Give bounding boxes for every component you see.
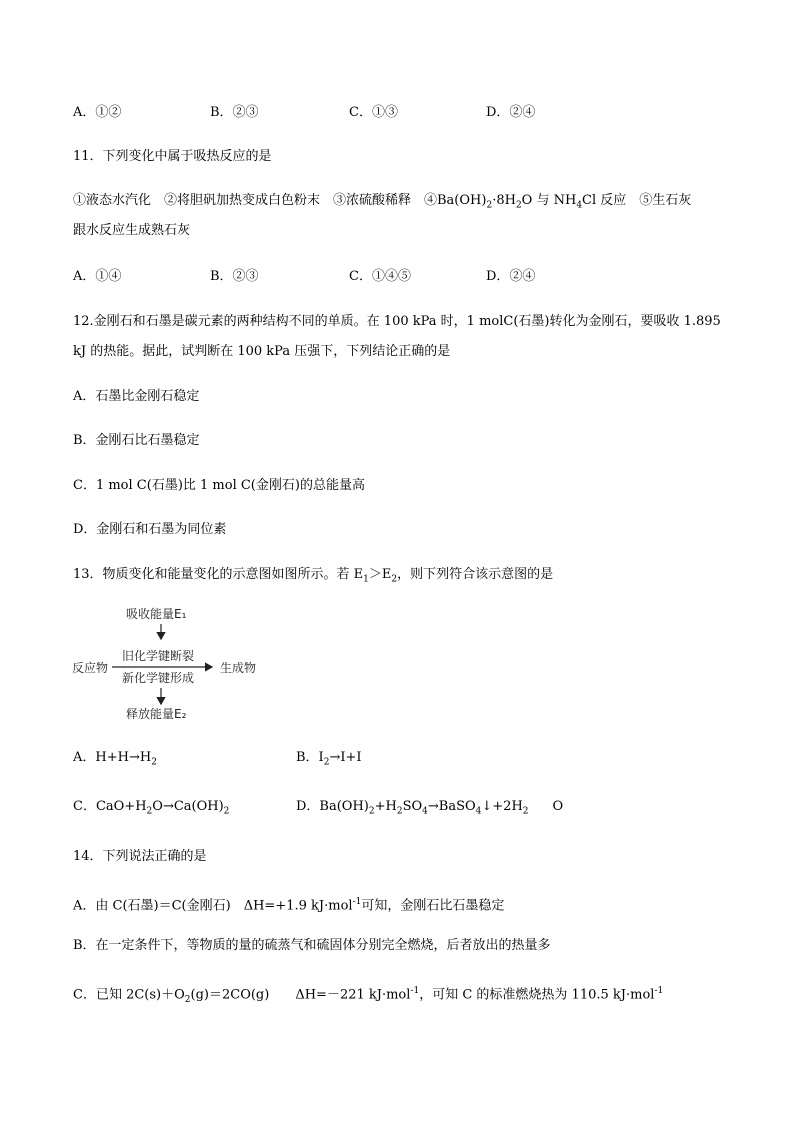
q12-stem-line1: 12.金刚石和石墨是碳元素的两种结构不同的单质。在 100 kPa 时，1 molC(石墨)转化为金刚石，要吸收 1.895 bbox=[73, 314, 721, 329]
q14-stem: 14．下列说法正确的是 bbox=[73, 849, 207, 864]
q14-option-b: B．在一定条件下，等物质的量的硫蒸气和硫固体分别完全燃烧，后者放出的热量多 bbox=[73, 938, 551, 953]
q10-option-c: C．①③ bbox=[349, 105, 398, 120]
q11-option-c: C．①④⑤ bbox=[349, 269, 411, 284]
q14-option-c: C．已知 $2C(s)+O_2(g)=2CO(g)$ ΔH=－221 kJ·mol$^{-1}$，可知 C 的标准燃烧热为 110.5 kJ·mol$^{-1}$ bbox=[73, 986, 664, 1005]
energy-change-diagram bbox=[70, 606, 270, 724]
q13-option-a: A．$H+H\to H_2$ bbox=[73, 750, 157, 768]
q13-stem: 13．物质变化和能量变化的示意图如图所示。若 $E_1>E_2$，则下列符合该示意图的是 bbox=[73, 567, 554, 585]
q12-option-d: D．金刚石和石墨为同位素 bbox=[73, 522, 227, 537]
q14-option-a: A．由 C(石墨)＝C(金刚石) ΔH=+1.9 kJ·mol$^{-1}$可知，金刚石比石墨稳定 bbox=[73, 897, 505, 914]
reactant-label: 反应物 bbox=[72, 661, 109, 675]
q10-option-d: D．②④ bbox=[486, 105, 536, 120]
q10-option-b: B．②③ bbox=[210, 105, 259, 120]
q12-option-b: B．金刚石比石墨稳定 bbox=[73, 433, 200, 448]
q11-items-line1: ①液态水汽化 ②将胆矾加热变成白色粉末 ③浓硫酸稀释 $④Ba(OH)_2\cdot 8H_2O$ 与 $NH_4Cl$ 反应 ⑤生石灰 bbox=[73, 193, 692, 211]
q11-option-b: B．②③ bbox=[210, 269, 259, 284]
q12-stem-line2: kJ 的热能。据此，试判断在 100 kPa 压强下，下列结论正确的是 bbox=[73, 344, 451, 359]
q13-option-b: B．$I_2\to I+I$ bbox=[296, 750, 362, 768]
product-label: 生成物 bbox=[220, 661, 257, 675]
q13-option-c: C．$CaO+H_2O\to Ca(OH)_2$ bbox=[73, 799, 230, 817]
bond-forming-label: 新化学键形成 bbox=[122, 671, 195, 685]
q12-option-a: A．石墨比金刚石稳定 bbox=[73, 389, 200, 404]
q12-option-c: C．1 mol C(石墨)比 1 mol C(金刚石)的总能量高 bbox=[73, 478, 365, 493]
q10-option-a: A．①② bbox=[73, 105, 122, 120]
absorb-energy-label: 吸收能量E₁ bbox=[126, 607, 187, 621]
q11-option-d: D．②④ bbox=[486, 269, 536, 284]
q11-option-a: A．①④ bbox=[73, 269, 122, 284]
q11-items-line2: 跟水反应生成熟石灰 bbox=[73, 223, 191, 238]
release-energy-label: 释放能量E₂ bbox=[126, 707, 187, 721]
q13-option-d: D．$Ba(OH)_2+H_2SO_4\to BaSO_4↓+2H_2$ O bbox=[296, 799, 564, 817]
q11-stem: 11．下列变化中属于吸热反应的是 bbox=[73, 149, 272, 164]
bond-breaking-label: 旧化学键断裂 bbox=[122, 649, 195, 663]
